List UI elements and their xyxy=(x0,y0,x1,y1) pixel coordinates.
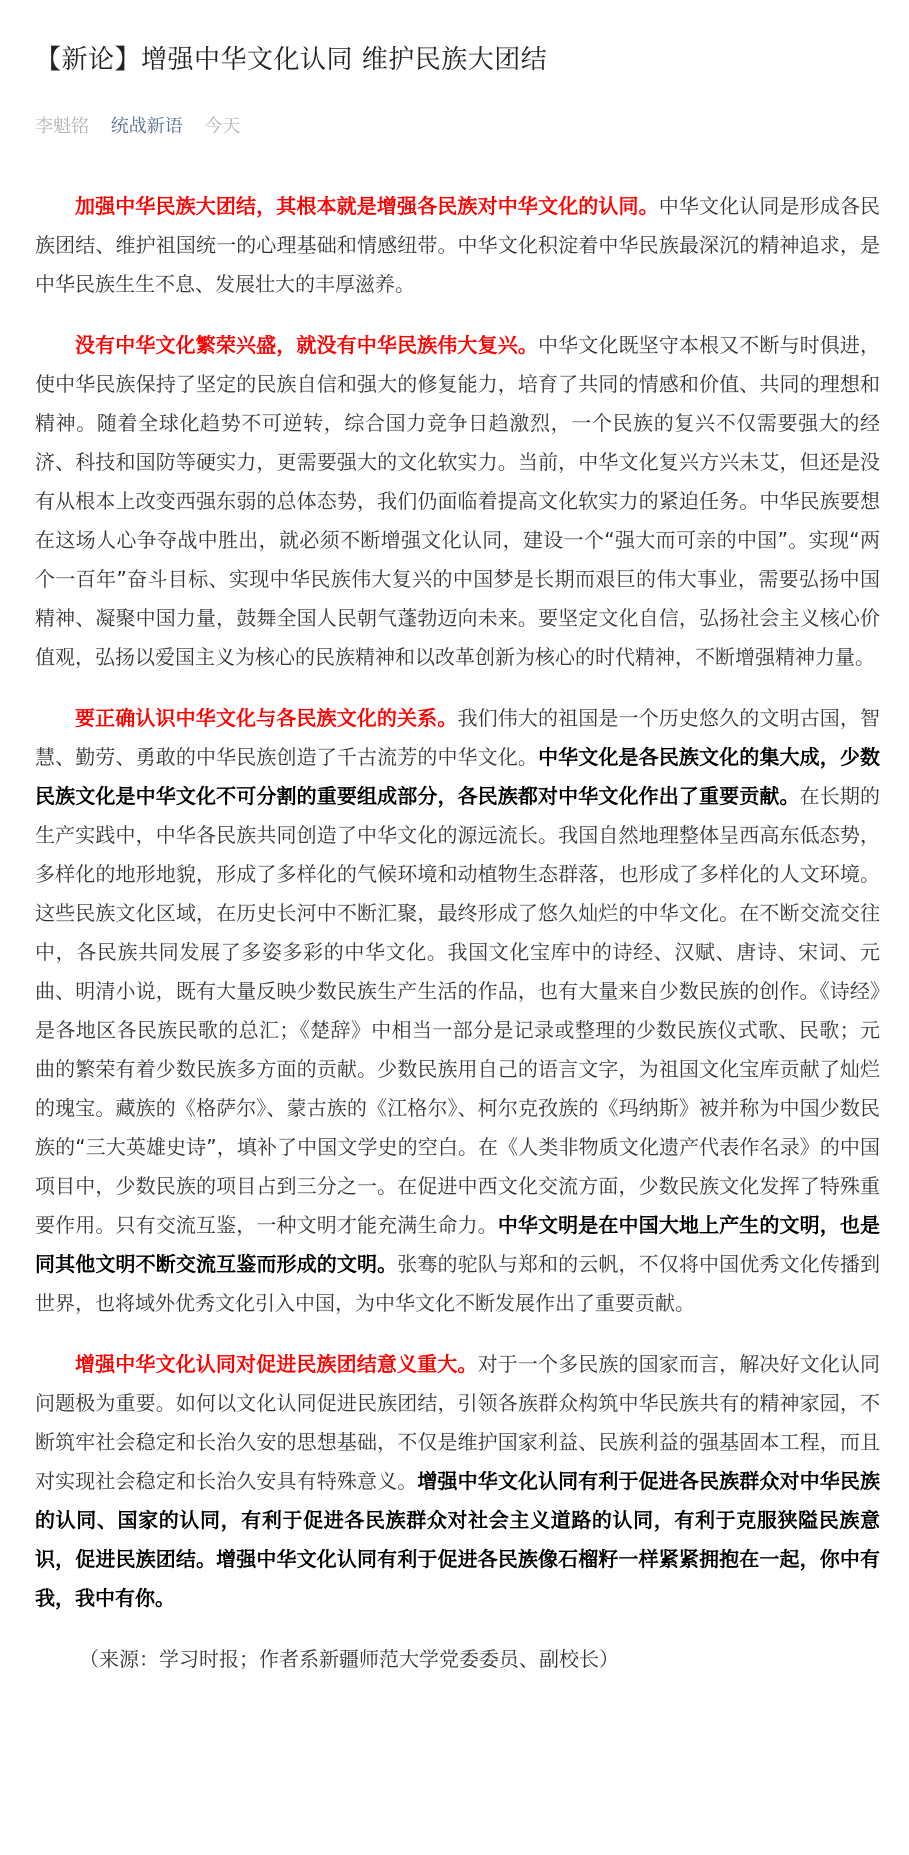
article-body xyxy=(35,187,880,1679)
article-source: （来源：学习时报；作者系新疆师范大学党委委员、副校长） xyxy=(79,1647,619,1671)
paragraph-text: 中华文化认同是形成各民族团结、维护祖国统一的心理基础和情感纽带。中华文化积淀着中华民族最深沉的精神追求，是中华民族生生不息、发展壮大的丰厚滋养。 xyxy=(35,194,881,296)
paragraph-4 xyxy=(35,1345,880,1618)
paragraph-emphasis: 增强中华文化认同有利于促进各民族群众对中华民族的认同、国家的认同，有利于促进各民族群众对社会主义道路的认同，有利于克服狭隘民族意识，促进民族团结。增强中华文化认同有利于促进各民族像石榴籽一样紧紧拥抱在一起，你中有我，我中有你。 xyxy=(35,1469,881,1610)
article-meta xyxy=(35,112,880,142)
paragraph-lead: 增强中华文化认同对促进民族团结意义重大。 xyxy=(75,1352,478,1376)
paragraph-1 xyxy=(35,187,880,304)
paragraph-2 xyxy=(35,326,880,677)
paragraph-lead: 要正确认识中华文化与各民族文化的关系。 xyxy=(75,706,458,730)
account-link[interactable]: 统战新语 xyxy=(110,116,183,137)
paragraph-text: 在长期的生产实践中，中华各民族共同创造了中华文化的源远流长。我国自然地理整体呈西高东低态势，多样化的地形地貌，形成了多样化的气候环境和动植物生态群落，也形成了多样化的人文环境。这些民族文化区域，在历史长河中不断汇聚，最终形成了悠久灿烂的中华文化。在不断交流交往中，各民族共同发展了多姿多彩的中华文化。我国文化宝库中的诗经、汉赋、唐诗、宋词、元曲、明清小说，既有大量反映少数民族生产生活的作品，也有大量来自少数民族的创作。《诗经》是各地区各民族民歌的总汇；《楚辞》中相当一部分是记录或整理的少数民族仪式歌、民歌；元曲的繁荣有着少数民族多方面的贡献。少数民族用自己的语言文字，为祖国文化宝库贡献了灿烂的瑰宝。藏族的《格萨尔》、蒙古族的《江格尔》、柯尔克孜族的《玛纳斯》被并称为中国少数民族的“三大英雄史诗”，填补了中国文学史的空白。在《人类非物质文化遗产代表作名录》的中国项目中，少数民族的项目占到三分之一。在促进中西文化交流方面，少数民族文化发挥了特殊重要作用。只有交流互鉴，一种文明才能充满生命力。 xyxy=(35,784,881,1237)
paragraph-lead: 加强中华民族大团结，其根本就是增强各民族对中华文化的认同。 xyxy=(75,194,659,218)
paragraph-emphasis: 中华文明是在中国大地上产生的文明，也是同其他文明不断交流互鉴而形成的文明。 xyxy=(35,1213,881,1276)
paragraph-lead: 没有中华文化繁荣兴盛，就没有中华民族伟大复兴。 xyxy=(75,333,538,357)
paragraph-text: 张骞的驼队与郑和的云帆，不仅将中国优秀文化传播到世界，也将域外优秀文化引入中国，为中华文化不断发展作出了重要贡献。 xyxy=(35,1252,881,1315)
paragraph-text: 我们伟大的祖国是一个历史悠久的文明古国，智慧、勤劳、勇敢的中华民族创造了千古流芳的中华文化。 xyxy=(35,706,881,769)
article-title: 【新论】增强中华文化认同 维护民族大团结 xyxy=(35,45,548,75)
article-page xyxy=(35,0,880,1679)
publish-date: 今天 xyxy=(204,116,241,137)
paragraph-text: 中华文化既坚守本根又不断与时俱进，使中华民族保持了坚定的民族自信和强大的修复能力，培育了共同的情感和价值、共同的理想和精神。随着全球化趋势不可逆转，综合国力竞争日趋激烈，一个民族的复兴不仅需要强大的经济、科技和国防等硬实力，更需要强大的文化软实力。当前，中华文化复兴方兴未艾，但还是没有从根本上改变西强东弱的总体态势，我们仍面临着提高文化软实力的紧迫任务。中华民族要想在这场人心争夺战中胜出，就必须不断增强文化认同，建设一个“强大而可亲的中国”。实现“两个一百年”奋斗目标、实现中华民族伟大复兴的中国梦是长期而艰巨的伟大事业，需要弘扬中国精神、凝聚中国力量，鼓舞全国人民朝气蓬勃迈向未来。要坚定文化自信，弘扬社会主义核心价值观，弘扬以爱国主义为核心的民族精神和以改革创新为核心的时代精神，不断增强精神力量。 xyxy=(35,333,881,669)
author-name: 李魁铭 xyxy=(35,116,89,137)
paragraph-3 xyxy=(35,699,880,1323)
paragraph-emphasis: 中华文化是各民族文化的集大成，少数民族文化是中华文化不可分割的重要组成部分，各民族都对中华文化作出了重要贡献。 xyxy=(35,745,881,808)
paragraph-text: 对于一个多民族的国家而言，解决好文化认同问题极为重要。如何以文化认同促进民族团结，引领各族群众构筑中华民族共有的精神家园，不断筑牢社会稳定和长治久安的思想基础，不仅是维护国家利益、民族利益的强基固本工程，而且对实现社会稳定和长治久安具有特殊意义。 xyxy=(35,1352,881,1493)
